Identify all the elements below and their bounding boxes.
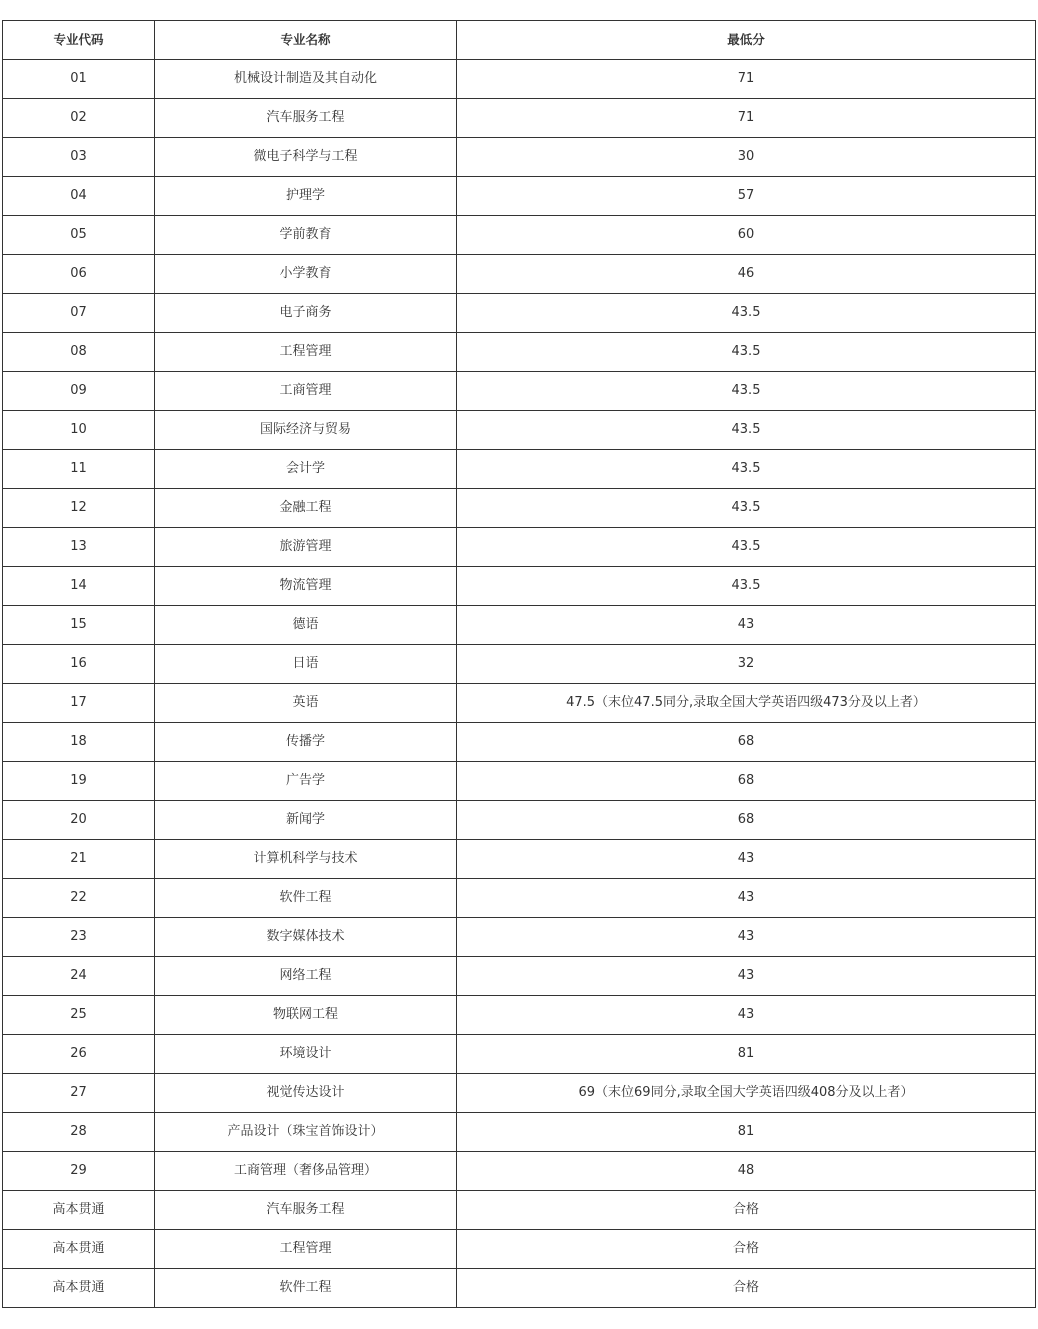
major-code-cell: 06 [3,255,155,294]
header-min-score: 最低分 [457,21,1036,60]
major-name-cell: 会计学 [155,450,457,489]
table-row [3,1074,1036,1113]
table-row [3,1113,1036,1152]
table-row [3,879,1036,918]
min-score-cell: 43 [457,840,1036,879]
min-score-cell: 43.5 [457,411,1036,450]
table-row [3,762,1036,801]
major-name-cell: 护理学 [155,177,457,216]
table-row [3,216,1036,255]
table-row [3,450,1036,489]
table-row [3,840,1036,879]
table-row [3,177,1036,216]
major-name-cell: 工商管理（奢侈品管理） [155,1152,457,1191]
major-code-cell: 04 [3,177,155,216]
min-score-cell: 68 [457,801,1036,840]
table-row [3,255,1036,294]
header-major-name: 专业名称 [155,21,457,60]
major-name-cell: 旅游管理 [155,528,457,567]
major-code-cell: 24 [3,957,155,996]
score-table [2,20,1036,1308]
min-score-cell: 合格 [457,1230,1036,1269]
min-score-cell: 69（末位69同分,录取全国大学英语四级408分及以上者） [457,1074,1036,1113]
table-row [3,957,1036,996]
table-row [3,567,1036,606]
min-score-cell: 30 [457,138,1036,177]
major-name-cell: 日语 [155,645,457,684]
table-row [3,996,1036,1035]
header-row [3,21,1036,60]
major-name-cell: 工商管理 [155,372,457,411]
major-code-cell: 12 [3,489,155,528]
major-name-cell: 机械设计制造及其自动化 [155,60,457,99]
table-row [3,1035,1036,1074]
table-row [3,723,1036,762]
table-row [3,606,1036,645]
major-code-cell: 16 [3,645,155,684]
min-score-cell: 43.5 [457,567,1036,606]
min-score-cell: 43 [457,918,1036,957]
major-name-cell: 国际经济与贸易 [155,411,457,450]
min-score-cell: 48 [457,1152,1036,1191]
table-row [3,1269,1036,1308]
major-code-cell: 09 [3,372,155,411]
header-major-code: 专业代码 [3,21,155,60]
major-code-cell: 10 [3,411,155,450]
major-name-cell: 数字媒体技术 [155,918,457,957]
major-name-cell: 英语 [155,684,457,723]
major-name-cell: 视觉传达设计 [155,1074,457,1113]
table-row [3,333,1036,372]
min-score-cell: 71 [457,99,1036,138]
major-code-cell: 21 [3,840,155,879]
table-row [3,411,1036,450]
min-score-cell: 60 [457,216,1036,255]
min-score-cell: 71 [457,60,1036,99]
major-name-cell: 工程管理 [155,1230,457,1269]
major-name-cell: 汽车服务工程 [155,99,457,138]
table-row [3,372,1036,411]
major-code-cell: 01 [3,60,155,99]
min-score-cell: 43.5 [457,450,1036,489]
major-name-cell: 小学教育 [155,255,457,294]
major-name-cell: 金融工程 [155,489,457,528]
major-name-cell: 新闻学 [155,801,457,840]
major-code-cell: 26 [3,1035,155,1074]
major-name-cell: 德语 [155,606,457,645]
major-code-cell: 25 [3,996,155,1035]
major-name-cell: 网络工程 [155,957,457,996]
major-name-cell: 传播学 [155,723,457,762]
major-code-cell: 03 [3,138,155,177]
major-code-cell: 14 [3,567,155,606]
table-header [3,21,1036,60]
min-score-cell: 43.5 [457,528,1036,567]
table-row [3,294,1036,333]
major-code-cell: 07 [3,294,155,333]
major-name-cell: 学前教育 [155,216,457,255]
min-score-cell: 43.5 [457,372,1036,411]
min-score-cell: 57 [457,177,1036,216]
table-row [3,1152,1036,1191]
major-code-cell: 08 [3,333,155,372]
min-score-cell: 43.5 [457,294,1036,333]
min-score-cell: 81 [457,1113,1036,1152]
min-score-cell: 合格 [457,1191,1036,1230]
table-row [3,918,1036,957]
min-score-cell: 合格 [457,1269,1036,1308]
major-code-cell: 29 [3,1152,155,1191]
min-score-cell: 43 [457,996,1036,1035]
min-score-cell: 32 [457,645,1036,684]
major-code-cell: 高本贯通 [3,1269,155,1308]
major-name-cell: 计算机科学与技术 [155,840,457,879]
major-code-cell: 20 [3,801,155,840]
major-code-cell: 15 [3,606,155,645]
min-score-cell: 43 [457,879,1036,918]
min-score-cell: 43 [457,957,1036,996]
major-name-cell: 环境设计 [155,1035,457,1074]
major-code-cell: 05 [3,216,155,255]
major-code-cell: 高本贯通 [3,1191,155,1230]
table-row [3,60,1036,99]
major-name-cell: 电子商务 [155,294,457,333]
major-code-cell: 28 [3,1113,155,1152]
major-code-cell: 02 [3,99,155,138]
table-body [3,60,1036,1308]
major-name-cell: 汽车服务工程 [155,1191,457,1230]
major-code-cell: 27 [3,1074,155,1113]
table-row [3,684,1036,723]
min-score-cell: 43.5 [457,489,1036,528]
min-score-cell: 68 [457,723,1036,762]
min-score-cell: 47.5（末位47.5同分,录取全国大学英语四级473分及以上者） [457,684,1036,723]
table-row [3,801,1036,840]
table-row [3,138,1036,177]
min-score-cell: 43 [457,606,1036,645]
major-code-cell: 高本贯通 [3,1230,155,1269]
min-score-cell: 43.5 [457,333,1036,372]
min-score-cell: 68 [457,762,1036,801]
major-name-cell: 物联网工程 [155,996,457,1035]
major-code-cell: 18 [3,723,155,762]
major-name-cell: 软件工程 [155,879,457,918]
major-code-cell: 17 [3,684,155,723]
major-name-cell: 广告学 [155,762,457,801]
table-row [3,528,1036,567]
major-name-cell: 微电子科学与工程 [155,138,457,177]
min-score-cell: 46 [457,255,1036,294]
major-code-cell: 19 [3,762,155,801]
major-name-cell: 工程管理 [155,333,457,372]
major-code-cell: 23 [3,918,155,957]
major-code-cell: 13 [3,528,155,567]
major-code-cell: 11 [3,450,155,489]
table-row [3,99,1036,138]
min-score-cell: 81 [457,1035,1036,1074]
table-row [3,1191,1036,1230]
major-code-cell: 22 [3,879,155,918]
table-row [3,1230,1036,1269]
major-name-cell: 物流管理 [155,567,457,606]
table-row [3,489,1036,528]
major-name-cell: 产品设计（珠宝首饰设计） [155,1113,457,1152]
table-row [3,645,1036,684]
major-name-cell: 软件工程 [155,1269,457,1308]
